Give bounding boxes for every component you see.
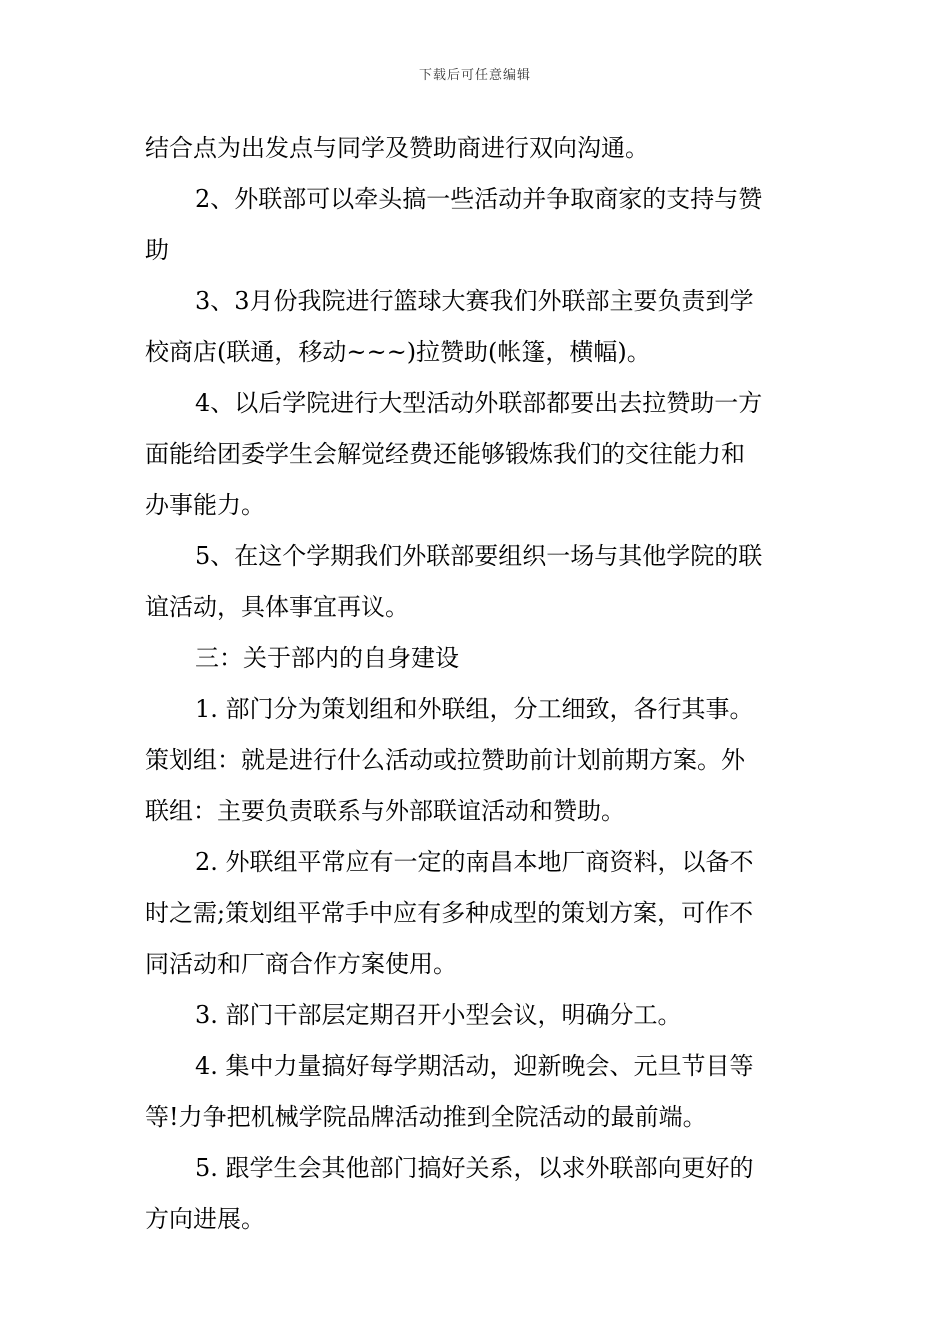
text-line: 策划组：就是进行什么活动或拉赞助前计划前期方案。外 <box>145 746 745 774</box>
text-line: 2、外联部可以牵头搞一些活动并争取商家的支持与赞 <box>195 185 763 213</box>
text-line: 4、以后学院进行大型活动外联部都要出去拉赞助一方 <box>195 389 763 417</box>
text-line: 4. 集中力量搞好每学期活动，迎新晚会、元旦节目等 <box>195 1052 754 1080</box>
text-line: 办事能力。 <box>145 491 265 519</box>
text-line: 2. 外联组平常应有一定的南昌本地厂商资料，以备不 <box>195 848 754 876</box>
text-line: 3、3月份我院进行篮球大赛我们外联部主要负责到学 <box>195 287 754 315</box>
text-line: 时之需;策划组平常手中应有多种成型的策划方案，可作不 <box>145 899 754 927</box>
text-line: 1. 部门分为策划组和外联组，分工细致，各行其事。 <box>195 695 754 723</box>
header-note: 下载后可任意编辑 <box>418 68 531 83</box>
text-line: 方向进展。 <box>145 1205 265 1233</box>
text-line: 同活动和厂商合作方案使用。 <box>145 950 457 978</box>
text-line: 5. 跟学生会其他部门搞好关系，以求外联部向更好的 <box>195 1154 754 1182</box>
text-line: 结合点为出发点与同学及赞助商进行双向沟通。 <box>145 134 649 162</box>
document-body <box>145 123 810 1245</box>
text-line: 校商店(联通，移动~~~)拉赞助(帐篷，横幅)。 <box>145 338 651 366</box>
text-line: 等!力争把机械学院品牌活动推到全院活动的最前端。 <box>145 1103 707 1131</box>
text-line: 3. 部门干部层定期召开小型会议，明确分工。 <box>195 1001 682 1029</box>
section-heading: 三：关于部内的自身建设 <box>195 644 459 672</box>
text-line: 联组：主要负责联系与外部联谊活动和赞助。 <box>145 797 625 825</box>
text-line: 谊活动，具体事宜再议。 <box>145 593 409 621</box>
text-line: 5、在这个学期我们外联部要组织一场与其他学院的联 <box>195 542 763 570</box>
text-line: 助 <box>145 236 169 264</box>
text-line: 面能给团委学生会解觉经费还能够锻炼我们的交往能力和 <box>145 440 745 468</box>
